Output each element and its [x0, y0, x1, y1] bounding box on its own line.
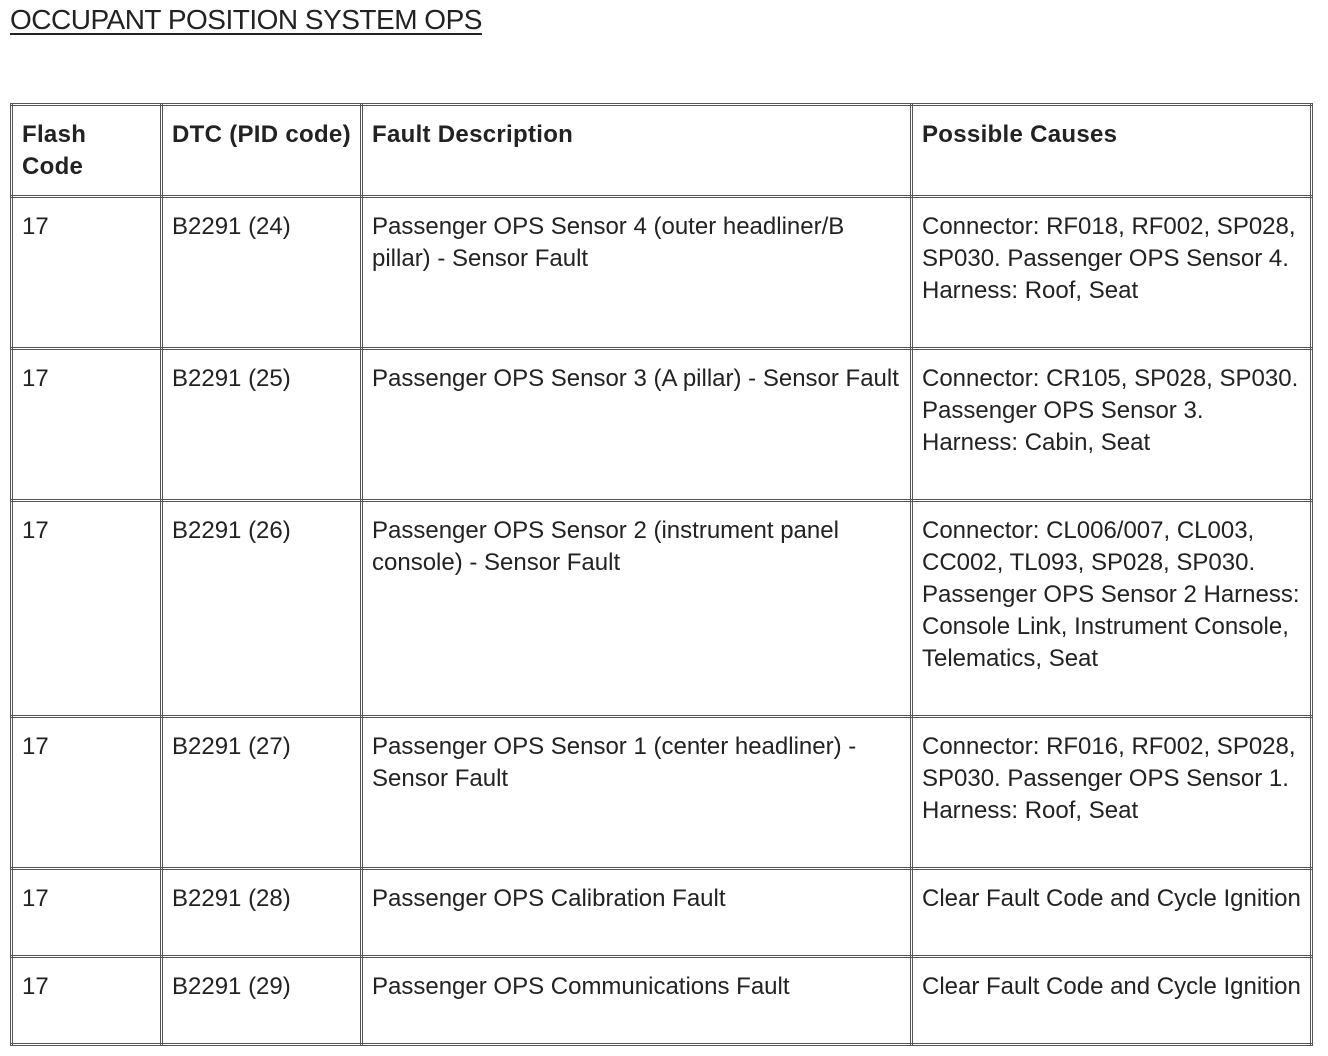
header-possible-causes: Possible Causes	[912, 105, 1312, 197]
cell-fault-description: Passenger OPS Sensor 1 (center headliner) - Sensor Fault	[362, 717, 912, 869]
cell-fault-description: Passenger OPS Communications Fault	[362, 957, 912, 1045]
cell-dtc: B2291 (27)	[162, 717, 362, 869]
cell-possible-causes: Connector: RF016, RF002, SP028, SP030. Passenger OPS Sensor 1. Harness: Roof, Seat	[912, 717, 1312, 869]
cell-flash-code: 17	[12, 349, 162, 501]
cell-dtc: B2291 (28)	[162, 869, 362, 957]
table-row	[12, 349, 1312, 501]
table-header-row	[12, 105, 1312, 197]
cell-fault-description: Passenger OPS Sensor 3 (A pillar) - Sensor Fault	[362, 349, 912, 501]
cell-dtc: B2291 (29)	[162, 957, 362, 1045]
table-row	[12, 197, 1312, 349]
header-fault-description: Fault Description	[362, 105, 912, 197]
header-flash-code: Flash Code	[12, 105, 162, 197]
cell-dtc: B2291 (26)	[162, 501, 362, 717]
table-row	[12, 717, 1312, 869]
header-dtc: DTC (PID code)	[162, 105, 362, 197]
cell-fault-description: Passenger OPS Sensor 2 (instrument panel console) - Sensor Fault	[362, 501, 912, 717]
cell-dtc: B2291 (24)	[162, 197, 362, 349]
cell-flash-code: 17	[12, 869, 162, 957]
cell-dtc: B2291 (25)	[162, 349, 362, 501]
table-row	[12, 869, 1312, 957]
table-row	[12, 957, 1312, 1045]
fault-code-table	[10, 103, 1313, 1046]
cell-flash-code: 17	[12, 717, 162, 869]
cell-possible-causes: Clear Fault Code and Cycle Ignition	[912, 869, 1312, 957]
cell-fault-description: Passenger OPS Calibration Fault	[362, 869, 912, 957]
cell-possible-causes: Connector: RF018, RF002, SP028, SP030. Passenger OPS Sensor 4. Harness: Roof, Seat	[912, 197, 1312, 349]
cell-flash-code: 17	[12, 501, 162, 717]
cell-possible-causes: Connector: CR105, SP028, SP030. Passenger OPS Sensor 3. Harness: Cabin, Seat	[912, 349, 1312, 501]
cell-possible-causes: Connector: CL006/007, CL003, CC002, TL093, SP028, SP030. Passenger OPS Sensor 2 Harness: Console Link, Instrument Console, Telematics, Seat	[912, 501, 1312, 717]
cell-flash-code: 17	[12, 197, 162, 349]
cell-flash-code: 17	[12, 957, 162, 1045]
cell-fault-description: Passenger OPS Sensor 4 (outer headliner/B pillar) - Sensor Fault	[362, 197, 912, 349]
table-row	[12, 501, 1312, 717]
page-title: OCCUPANT POSITION SYSTEM OPS	[10, 4, 482, 35]
cell-possible-causes: Clear Fault Code and Cycle Ignition	[912, 957, 1312, 1045]
